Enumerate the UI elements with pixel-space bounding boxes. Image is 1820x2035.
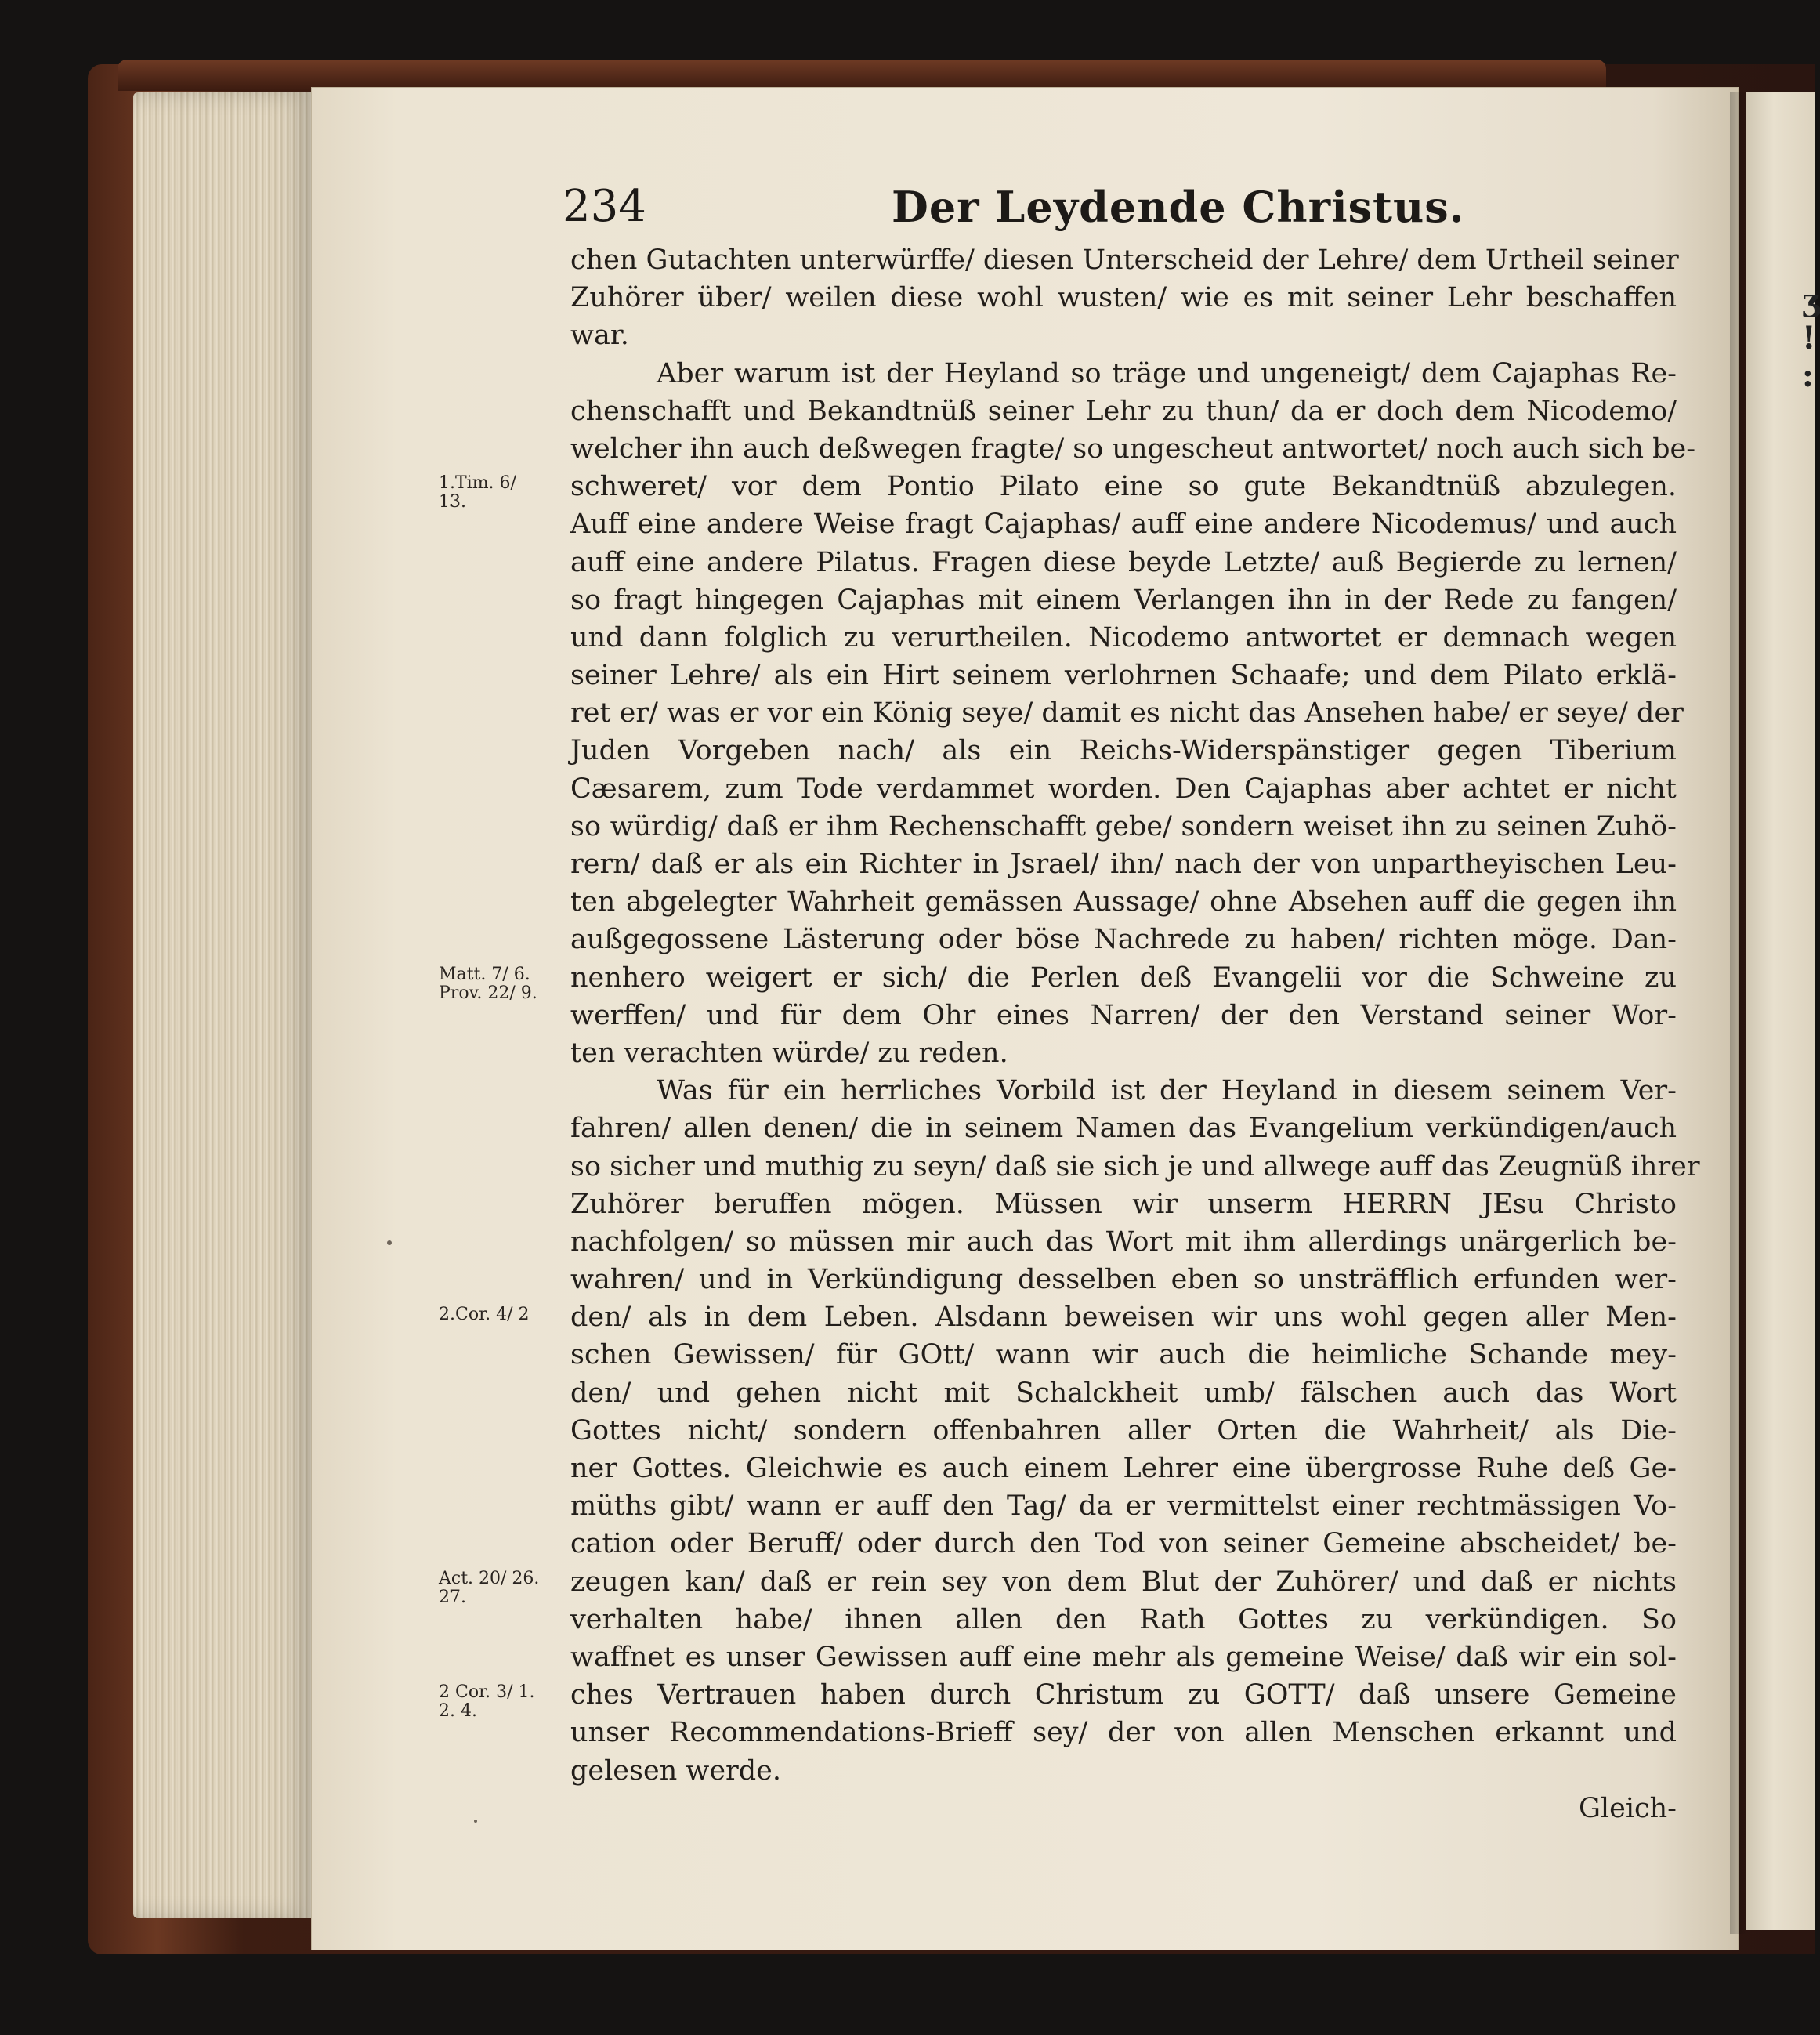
text-line: Zuhörer über/ weilen diese wohl wusten/ wie es mit seiner Lehr beschaffen [570, 282, 1677, 314]
text-line: chenschafft und Bekandtnüß seiner Lehr zu thun/ da er doch dem Nicodemo/ [570, 395, 1677, 427]
text-line: ner Gottes. Gleichwie es auch einem Lehrer eine übergrosse Ruhe deß Ge- [570, 1453, 1677, 1484]
text-line: rern/ daß er als ein Richter in Jsrael/ ihn/ nach der von unpartheyischen Leu- [570, 849, 1677, 880]
text-line: nachfolgen/ so müssen mir auch das Wort mit ihm allerdings unärgerlich be- [570, 1226, 1677, 1258]
text-line: welcher ihn auch deßwegen fragte/ so ungescheut antwortet/ noch auch sich be- [570, 433, 1696, 465]
book-cover-top-edge [118, 60, 1606, 91]
text-line: den/ und gehen nicht mit Schalckheit umb/ fälschen auch das Wort [570, 1377, 1677, 1409]
margin-note-line: 2.Cor. 4/ 2 [439, 1304, 530, 1324]
margin-note [439, 965, 537, 1003]
text-line: schweret/ vor dem Pontio Pilato eine so gute Bekandtnüß abzulegen. [570, 471, 1677, 503]
text-line: gelesen werde. [570, 1754, 782, 1787]
text-line: Auff eine andere Weise fragt Cajaphas/ auff eine andere Nicodemus/ und auch [570, 509, 1677, 541]
margin-note [439, 1570, 539, 1607]
running-title: Der Leydende Christus. [892, 182, 1465, 232]
right-page-visible-glyphs [1802, 282, 1820, 394]
margin-note [439, 474, 516, 512]
text-line: fahren/ allen denen/ die in seinem Namen das Evangelium verkündigen/auch [570, 1113, 1677, 1145]
text-line: waffnet es unser Gewissen auff eine mehr als gemeine Weise/ daß wir ein sol- [570, 1641, 1677, 1673]
text-line: Zuhörer beruffen mögen. Müssen wir unserm HERRN JEsu Christo [570, 1188, 1677, 1220]
catchword: Gleich- [1578, 1792, 1677, 1824]
text-line: so sicher und muthig zu seyn/ daß sie sich je und allwege auff das Zeugnüß ihrer [570, 1150, 1700, 1182]
text-line: nenhero weigert er sich/ die Perlen deß Evangelii vor die Schweine zu [570, 961, 1677, 994]
paper-speck [387, 1240, 392, 1245]
paper-speck [474, 1820, 477, 1823]
text-line: Aber warum ist der Heyland so träge und ungeneigt/ dem Cajaphas Re- [657, 357, 1677, 389]
text-line: war. [570, 320, 629, 352]
text-line: chen Gutachten unterwürffe/ diesen Unterscheid der Lehre/ dem Urtheil seiner [570, 244, 1679, 276]
margin-note-line: Act. 20/ 26. [439, 1569, 540, 1588]
text-line: Gottes nicht/ sondern offenbahren aller Orten die Wahrheit/ als Die- [570, 1414, 1677, 1447]
right-page-glyph-text [1802, 282, 1820, 395]
text-line: unser Recommendations-Brieff sey/ der von allen Menschen erkannt und [570, 1717, 1677, 1749]
text-line: cation oder Beruff/ oder durch den Tod von seiner Gemeine abscheidet/ be- [570, 1528, 1677, 1560]
text-line: Juden Vorgeben nach/ als ein Reichs-Widerspänstiger gegen Tiberium [570, 735, 1677, 767]
text-line: werffen/ und für dem Ohr eines Narren/ der den Verstand seiner Wor- [570, 999, 1677, 1031]
body-text [570, 241, 1700, 1827]
text-line: so würdig/ daß er ihm Rechenschafft gebe/ sondern weiset ihn zu seinen Zuhö- [570, 810, 1677, 842]
right-page-glyph: ʒ [1802, 282, 1820, 319]
margin-note-line: 2. 4. [439, 1700, 477, 1721]
book-gutter [1730, 92, 1746, 1934]
page-block-edges [133, 92, 313, 1918]
text-line: den/ als in dem Leben. Alsdann beweisen wir uns wohl gegen aller Men- [570, 1302, 1677, 1334]
margin-note-line: 27. [439, 1588, 466, 1607]
text-line: außgegossene Lästerung oder böse Nachrede zu haben/ richten möge. Dan- [570, 924, 1677, 956]
text-line: ret er/ was er vor ein König seye/ damit es nicht das Ansehen habe/ er seye/ der [570, 697, 1684, 730]
page-header [563, 182, 1675, 237]
text-line: schen Gewissen/ für GOtt/ wann wir auch die heimliche Schande mey- [570, 1339, 1677, 1371]
margin-note [439, 1683, 535, 1721]
text-line: müths gibt/ wann er auff den Tag/ da er vermittelst einer rechtmässigen Vo- [570, 1490, 1677, 1523]
text-line: zeugen kan/ daß er rein sey von dem Blut der Zuhörer/ und daß er nichts [570, 1566, 1677, 1598]
text-line: wahren/ und in Verkündigung desselben eben so unsträfflich erfunden wer- [570, 1264, 1677, 1296]
margin-note-line: Matt. 7/ 6. [439, 964, 530, 984]
text-line: ten abgelegter Wahrheit gemässen Aussage/ ohne Absehen auff die gegen ihn [570, 886, 1677, 918]
right-page-glyph: ! [1802, 320, 1816, 357]
text-line: ches Vertrauen haben durch Christum zu GOTT/ daß unsere Gemeine [570, 1679, 1677, 1711]
text-line: Was für ein herrliches Vorbild ist der Heyland in diesem seinem Ver- [657, 1075, 1677, 1107]
text-line: Cæsarem, zum Tode verdammet worden. Den Cajaphas aber achtet er nicht [570, 773, 1677, 805]
margin-note [439, 1305, 530, 1324]
margin-note-line: 13. [439, 492, 466, 512]
page-number: 234 [563, 181, 646, 232]
text-line: auff eine andere Pilatus. Fragen diese beyde Letzte/ auß Begierde zu lernen/ [570, 546, 1677, 578]
text-line: seiner Lehre/ als ein Hirt seinem verlohrnen Schaafe; und dem Pilato erklä- [570, 660, 1677, 692]
text-line: verhalten habe/ ihnen allen den Rath Gottes zu verkündigen. So [570, 1603, 1677, 1635]
right-page-glyph: : [1802, 357, 1814, 394]
margin-note-line: 2 Cor. 3/ 1. [439, 1682, 535, 1702]
text-line: ten verachten würde/ zu reden. [570, 1037, 1008, 1069]
text-line: so fragt hingegen Cajaphas mit einem Verlangen ihn in der Rede zu fangen/ [570, 584, 1677, 616]
text-line: und dann folglich zu verurtheilen. Nicodemo antwortet er demnach wegen [570, 621, 1677, 654]
margin-note-line: Prov. 22/ 9. [439, 983, 537, 1003]
margin-note-line: 1.Tim. 6/ [439, 473, 516, 494]
